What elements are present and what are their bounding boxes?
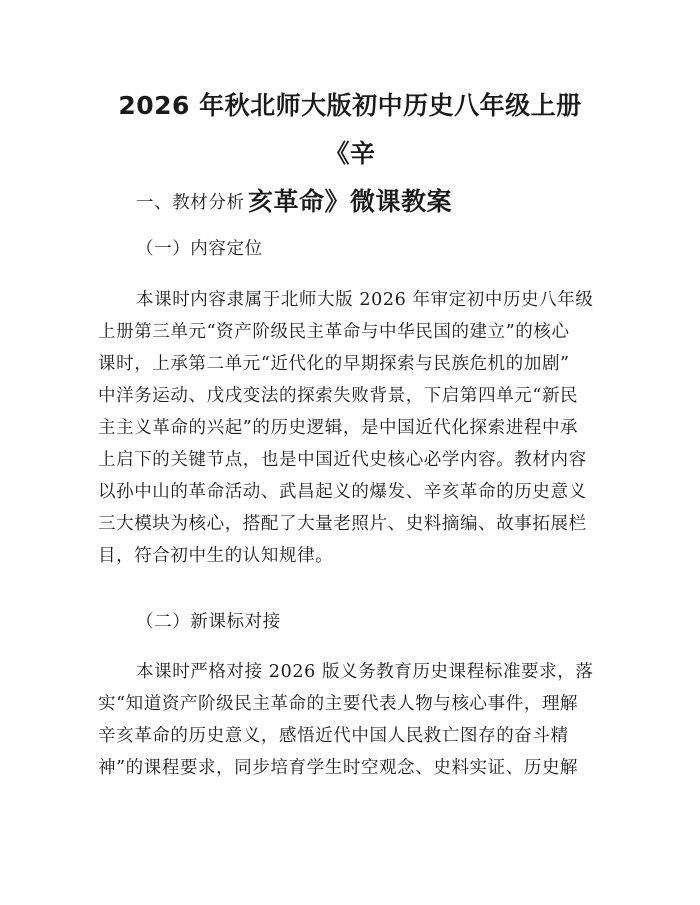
paragraph-1-line-5: 主主义革命的兴起”的历史逻辑，是中国近代化探索进程中承 [98,418,579,438]
paragraph-1-line-9: 目，符合初中生的认知规律。 [98,546,334,566]
paragraph-1-line-6: 上启下的关键节点，也是中国近代史核心必学内容。教材内容 [98,450,587,470]
paragraph-2-line-2: 实“知道资产阶级民主革命的主要代表人物与核心事件，理解 [98,694,579,714]
paragraph-2-line-1: 本课时严格对接 2026 版义务教育历史课程标准要求，落 [136,662,594,682]
paragraph-1-line-2: 上册第三单元“资产阶级民主革命与中华民国的建立”的核心 [98,322,570,342]
paragraph-2-line-4: 神”的课程要求，同步培育学生时空观念、史料实证、历史解 [98,758,579,778]
paragraph-1-line-7: 以孙中山的革命活动、武昌起义的爆发、辛亥革命的历史意义 [98,482,587,502]
paragraph-2-line-3: 辛亥革命的历史意义，感悟近代中国人民救亡图存的奋斗精 [98,726,569,746]
title-line-2: 亥革命》微课教案 [247,187,452,216]
section-heading-textbook-analysis: 一、教材分析 [136,193,245,213]
paragraph-1-line-1: 本课时内容隶属于北师大版 2026 年审定初中历史八年级 [136,290,594,310]
paragraph-1-line-4: 中洋务运动、戊戌变法的探索失败背景，下启第四单元“新民 [98,386,579,406]
paragraph-1-line-8: 三大模块为核心，搭配了大量老照片、史料摘编、故事拓展栏 [98,514,587,534]
paragraph-1-line-3: 课时，上承第二单元“近代化的早期探索与民族危机的加剧” [98,354,570,374]
subsection-heading-content-positioning: （一）内容定位 [136,239,263,259]
title-line-1: 2026 年秋北师大版初中历史八年级上册《辛 [118,91,582,168]
subsection-heading-curriculum-alignment: （二）新课标对接 [136,612,281,632]
